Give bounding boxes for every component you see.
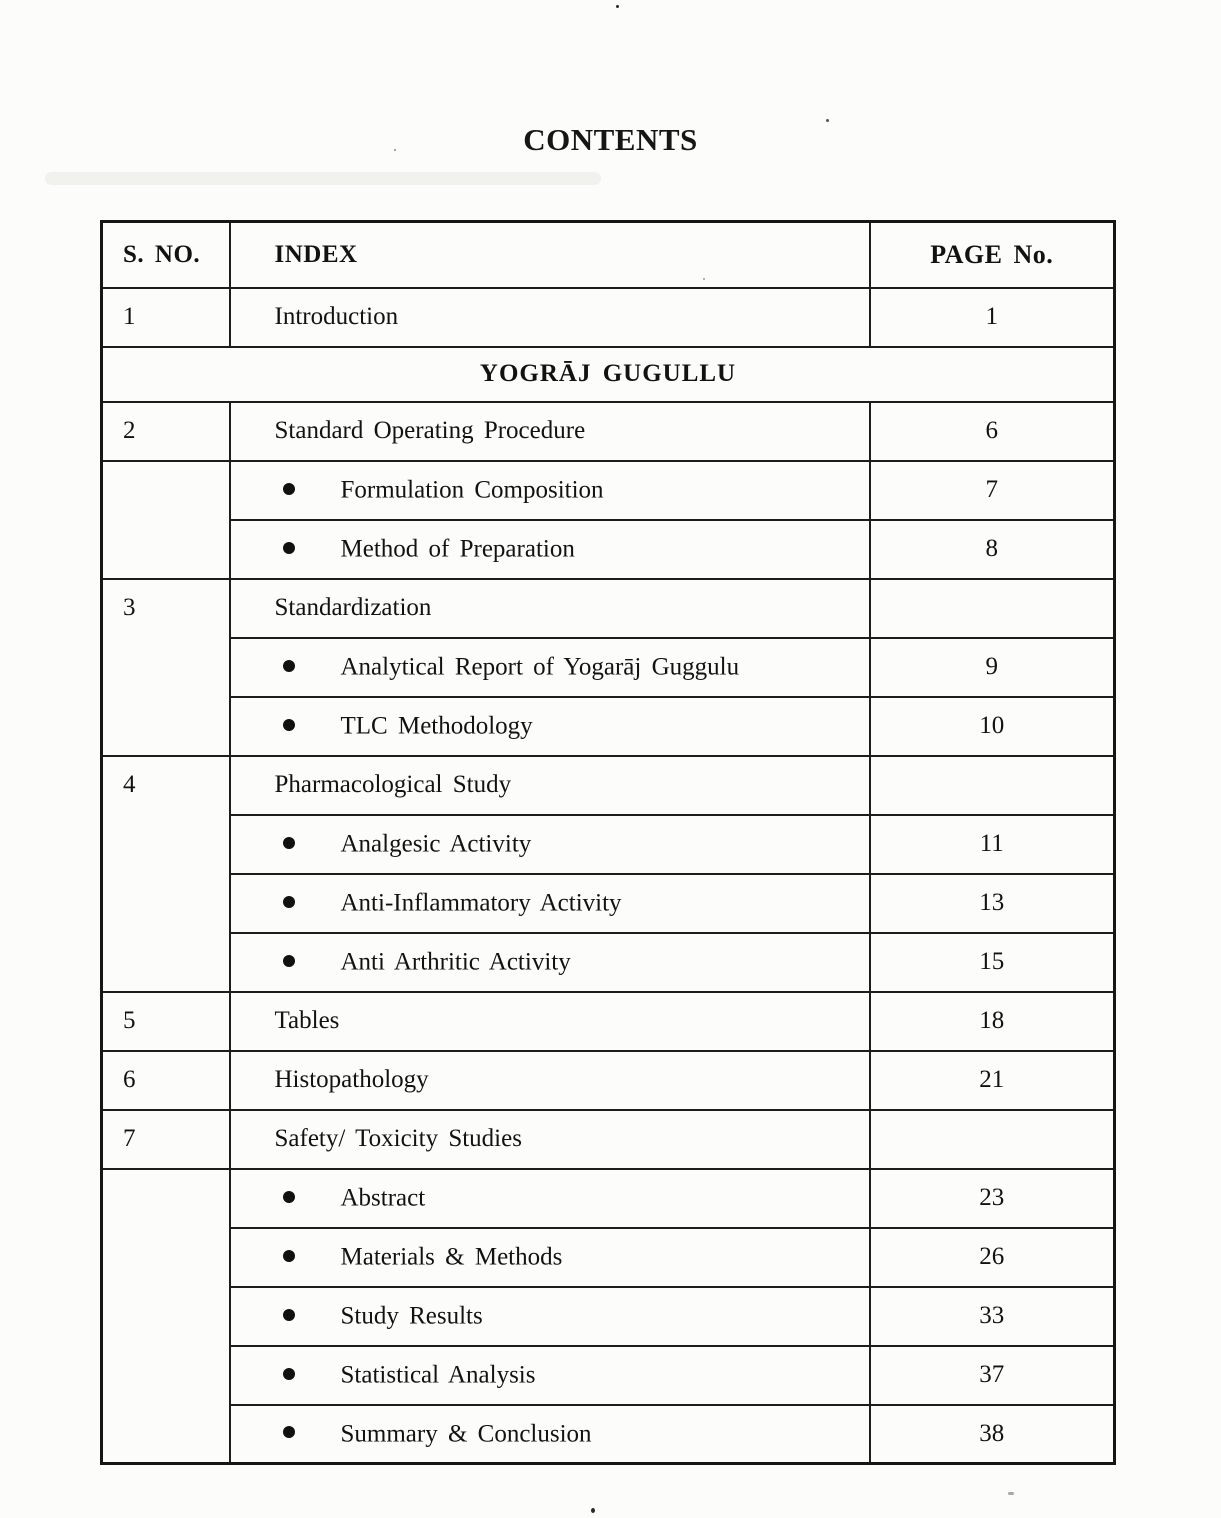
page-cell: 21 [870, 1051, 1115, 1110]
bullet-icon [283, 955, 295, 967]
table-row [102, 579, 1115, 638]
table-row [102, 461, 1115, 520]
table-row [102, 1110, 1115, 1169]
scan-speck [1008, 1492, 1014, 1495]
sno-cell: 1 [102, 288, 230, 347]
index-cell [230, 1405, 870, 1464]
sno-cell: 2 [102, 402, 230, 461]
index-cell [230, 461, 870, 520]
index-cell: Safety/ Toxicity Studies [230, 1110, 870, 1169]
index-cell [230, 697, 870, 756]
scan-smudge [45, 172, 601, 185]
section-banner-row [102, 347, 1115, 402]
sno-cell: 4 [102, 756, 230, 992]
bullet-icon [283, 542, 295, 554]
bullet-icon [283, 1250, 295, 1262]
index-cell [230, 638, 870, 697]
page-cell: 10 [870, 697, 1115, 756]
table-row [102, 1346, 1115, 1405]
page-cell: 37 [870, 1346, 1115, 1405]
bullet-icon [283, 1309, 295, 1321]
index-label: Study Results [340, 1302, 483, 1330]
page-cell: 33 [870, 1287, 1115, 1346]
index-cell: Standard Operating Procedure [230, 402, 870, 461]
table-header-row [102, 222, 1115, 288]
page-cell: 8 [870, 520, 1115, 579]
bullet-icon [283, 483, 295, 495]
table-row [102, 874, 1115, 933]
table-row [102, 1228, 1115, 1287]
sno-cell: 3 [102, 579, 230, 756]
bullet-icon [283, 896, 295, 908]
index-label: Summary & Conclusion [340, 1420, 592, 1448]
page-cell: 7 [870, 461, 1115, 520]
bullet-icon [283, 719, 295, 731]
index-label: Materials & Methods [340, 1243, 563, 1271]
page-cell: 23 [870, 1169, 1115, 1228]
section-banner: YOGRĀJ GUGULLU [102, 347, 1115, 402]
index-cell [230, 1346, 870, 1405]
page-cell: 18 [870, 992, 1115, 1051]
table-row [102, 1051, 1115, 1110]
table-row [102, 520, 1115, 579]
page-cell: 9 [870, 638, 1115, 697]
index-cell: Introduction [230, 288, 870, 347]
index-cell [230, 520, 870, 579]
index-label: Analytical Report of Yogarāj Guggulu [340, 653, 740, 681]
scan-speck [591, 1508, 595, 1513]
page-cell: 1 [870, 288, 1115, 347]
bullet-icon [283, 660, 295, 672]
sno-cell: 5 [102, 992, 230, 1051]
table-row [102, 697, 1115, 756]
index-label: TLC Methodology [340, 712, 533, 740]
index-cell [230, 1287, 870, 1346]
table-row [102, 1169, 1115, 1228]
table-row [102, 933, 1115, 992]
index-label: Anti Arthritic Activity [340, 948, 571, 976]
page-cell: 15 [870, 933, 1115, 992]
bullet-icon [283, 837, 295, 849]
sno-cell-empty [102, 1169, 230, 1464]
page-cell: 13 [870, 874, 1115, 933]
index-cell: Histopathology [230, 1051, 870, 1110]
index-cell: Tables [230, 992, 870, 1051]
header-index: INDEX [230, 222, 870, 288]
scan-speck [616, 5, 619, 8]
scan-speck [394, 149, 396, 151]
index-cell [230, 1228, 870, 1287]
index-label: Analgesic Activity [340, 830, 532, 858]
table-row [102, 992, 1115, 1051]
table-row [102, 288, 1115, 347]
sno-cell-empty [102, 461, 230, 579]
sno-cell: 6 [102, 1051, 230, 1110]
bullet-icon [283, 1191, 295, 1203]
page-cell [870, 1110, 1115, 1169]
index-cell [230, 815, 870, 874]
table-row [102, 638, 1115, 697]
index-cell [230, 874, 870, 933]
sno-cell: 7 [102, 1110, 230, 1169]
table-row [102, 402, 1115, 461]
table-row [102, 756, 1115, 815]
index-label: Anti-Inflammatory Activity [340, 889, 622, 917]
index-label: Formulation Composition [340, 476, 604, 504]
table-row [102, 1287, 1115, 1346]
page-cell: 26 [870, 1228, 1115, 1287]
index-label: Method of Preparation [340, 535, 575, 563]
table-row [102, 1405, 1115, 1464]
header-page: PAGE No. [870, 222, 1115, 288]
index-cell [230, 1169, 870, 1228]
index-cell: Pharmacological Study [230, 756, 870, 815]
page-cell [870, 756, 1115, 815]
scan-speck [826, 119, 829, 122]
header-sno: S. NO. [102, 222, 230, 288]
contents-table [100, 220, 1116, 1465]
bullet-icon [283, 1368, 295, 1380]
page-title: CONTENTS [523, 122, 698, 157]
table-row [102, 815, 1115, 874]
bullet-icon [283, 1426, 295, 1438]
page-cell [870, 579, 1115, 638]
index-cell [230, 933, 870, 992]
page-cell: 11 [870, 815, 1115, 874]
index-cell: Standardization [230, 579, 870, 638]
index-label: Abstract [340, 1184, 426, 1212]
page-cell: 38 [870, 1405, 1115, 1464]
page-cell: 6 [870, 402, 1115, 461]
index-label: Statistical Analysis [340, 1361, 536, 1389]
